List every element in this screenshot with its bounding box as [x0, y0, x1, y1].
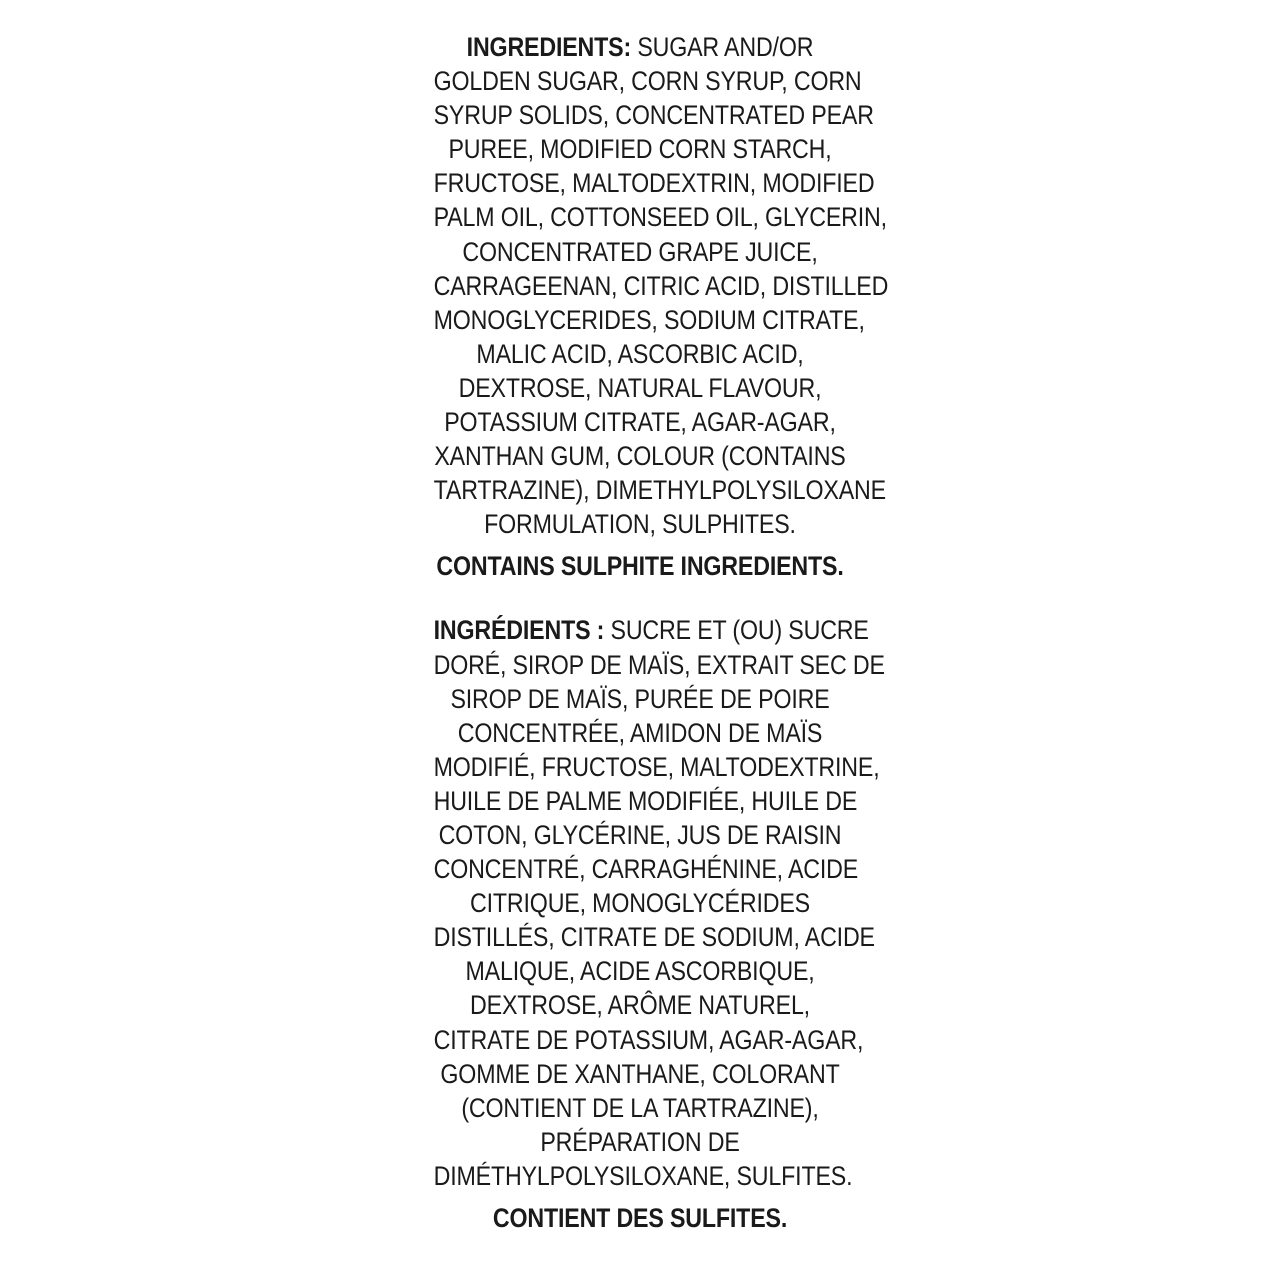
french-ingredients-line: DEXTROSE, ARÔME NATUREL, [470, 990, 810, 1021]
english-ingredients-line: MONOGLYCERIDES, SODIUM CITRATE, [433, 304, 865, 335]
english-ingredients-line: DEXTROSE, NATURAL FLAVOUR, [458, 372, 822, 403]
english-ingredients-line: PUREE, MODIFIED CORN STARCH, [448, 134, 832, 165]
french-ingredients-line: (CONTIENT DE LA TARTRAZINE), [461, 1092, 819, 1123]
french-ingredients-line: HUILE DE PALME MODIFIÉE, HUILE DE [433, 785, 858, 816]
english-ingredients-line: CARRAGEENAN, CITRIC ACID, DISTILLED [433, 270, 889, 301]
french-ingredients-line: DISTILLÉS, CITRATE DE SODIUM, ACIDE [433, 922, 875, 953]
french-ingredients-line: CITRIQUE, MONOGLYCÉRIDES [470, 888, 810, 919]
french-ingredients-line: MODIFIÉ, FRUCTOSE, MALTODEXTRINE, [433, 751, 880, 782]
ingredients-label-panel [400, 30, 889, 1235]
french-ingredients-line: SIROP DE MAÏS, PURÉE DE POIRE [450, 683, 830, 714]
english-ingredients-line: MALIC ACID, ASCORBIC ACID, [476, 338, 804, 369]
french-ingredients-line: CITRATE DE POTASSIUM, AGAR-AGAR, [433, 1024, 864, 1055]
english-ingredients-heading: INGREDIENTS: [466, 32, 632, 62]
french-ingredients-line: MALIQUE, ACIDE ASCORBIQUE, [465, 956, 815, 987]
english-ingredients-line: PALM OIL, COTTONSEED OIL, GLYCERIN, [433, 202, 887, 233]
french-ingredients-line: COTON, GLYCÉRINE, JUS DE RAISIN [438, 819, 842, 850]
french-allergen-statement: CONTIENT DES SULFITES. [492, 1203, 788, 1233]
english-ingredients-line: SYRUP SOLIDS, CONCENTRATED PEAR [433, 100, 874, 131]
french-ingredients-block [400, 613, 885, 1193]
english-allergen-statement: CONTAINS SULPHITE INGREDIENTS. [436, 551, 844, 582]
english-ingredients-line: FORMULATION, SULPHITES. [484, 509, 796, 540]
english-ingredients-line [434, 30, 847, 64]
english-ingredients-line: FRUCTOSE, MALTODEXTRIN, MODIFIED [433, 168, 875, 199]
french-ingredients-line: DORÉ, SIROP DE MAÏS, EXTRAIT SEC DE [433, 649, 885, 680]
french-ingredients-line: PRÉPARATION DE [540, 1126, 740, 1157]
english-ingredients-line: POTASSIUM CITRATE, AGAR-AGAR, [444, 407, 836, 438]
french-ingredients-heading: INGRÉDIENTS : [433, 615, 605, 646]
french-ingredients-line: DIMÉTHYLPOLYSILOXANE, SULFITES. [433, 1160, 853, 1191]
french-ingredients-line: CONCENTRÉE, AMIDON DE MAÏS [457, 717, 823, 748]
english-ingredients-block [400, 30, 889, 541]
english-ingredients-line: CONCENTRATED GRAPE JUICE, [462, 236, 818, 267]
english-ingredients-line: TARTRAZINE), DIMETHYLPOLYSILOXANE [433, 475, 886, 506]
french-ingredients-line: CONCENTRÉ, CARRAGHÉNINE, ACIDE [433, 854, 859, 885]
french-ingredients-line [433, 613, 869, 647]
english-ingredients-text: SUGAR AND/OR [631, 32, 814, 62]
english-ingredients-line: XANTHAN GUM, COLOUR (CONTAINS [434, 441, 846, 472]
english-ingredients-line: GOLDEN SUGAR, CORN SYRUP, CORN [433, 66, 862, 97]
french-ingredients-text: SUCRE ET (OU) SUCRE [604, 615, 869, 646]
french-ingredients-line: GOMME DE XANTHANE, COLORANT [440, 1058, 840, 1089]
